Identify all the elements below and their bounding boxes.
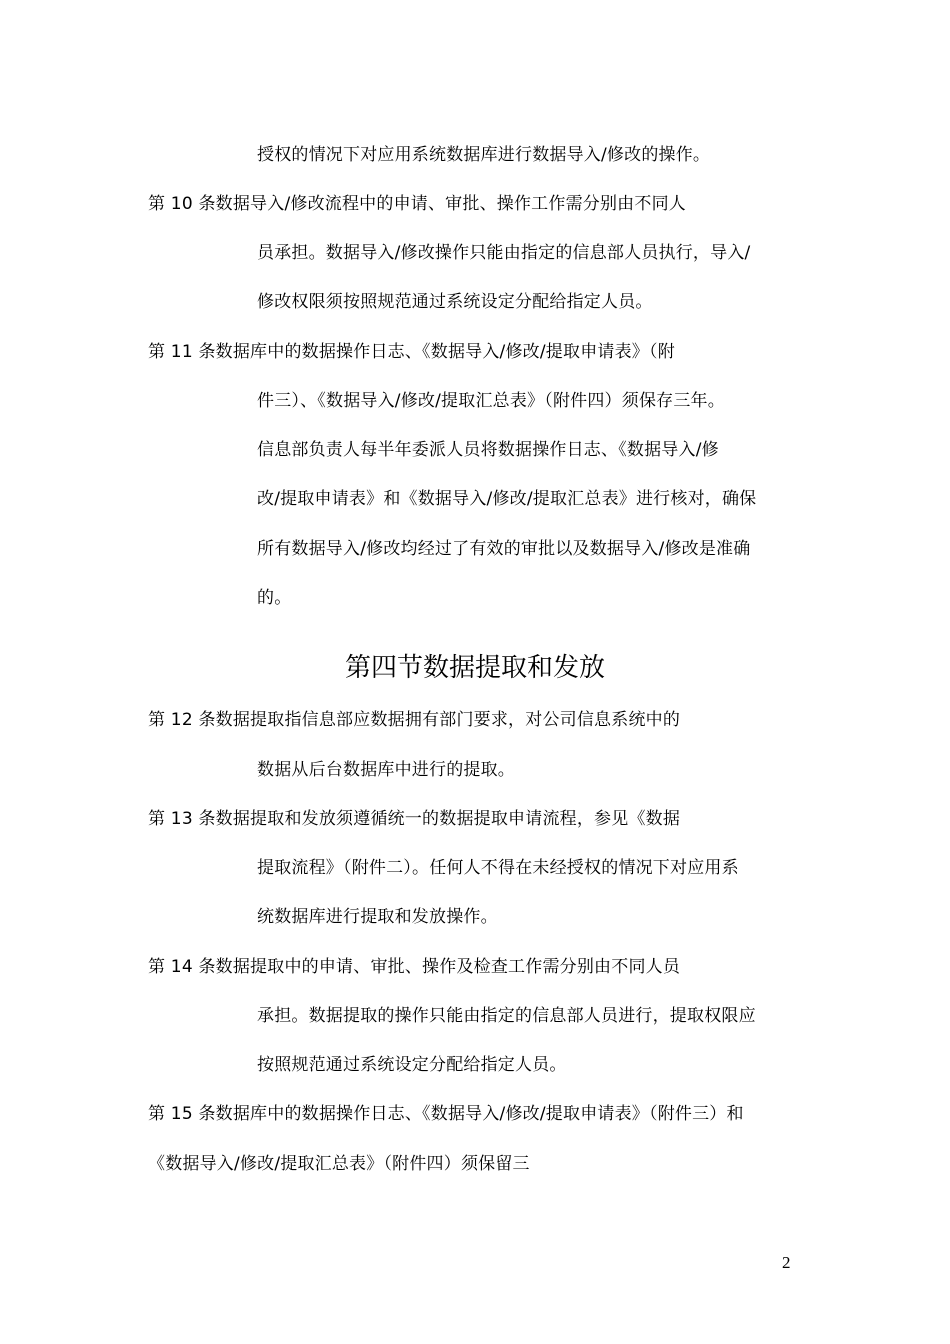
paragraph-line: 件三）、《数据导入/修改/提取汇总表》（附件四）须保存三年。 xyxy=(257,391,725,411)
article-13-line: 第 13 条数据提取和发放须遵循统一的数据提取申请流程，参见《数据 xyxy=(148,809,681,829)
paragraph-line: 授权的情况下对应用系统数据库进行数据导入/修改的操作。 xyxy=(257,145,711,165)
paragraph-line: 信息部负责人每半年委派人员将数据操作日志、《数据导入/修 xyxy=(257,440,719,460)
page-number: 2 xyxy=(782,1253,791,1272)
paragraph-line: 的。 xyxy=(257,588,292,608)
paragraph-line: 承担。数据提取的操作只能由指定的信息部人员进行，提取权限应 xyxy=(257,1006,756,1026)
article-15-line: 第 15 条数据库中的数据操作日志、《数据导入/修改/提取申请表》（附件三）和 xyxy=(148,1104,744,1124)
article-14-line: 第 14 条数据提取中的申请、审批、操作及检查工作需分别由不同人员 xyxy=(148,957,681,977)
paragraph-line: 按照规范通过系统设定分配给指定人员。 xyxy=(257,1055,567,1075)
paragraph-line: 改/提取申请表》和《数据导入/修改/提取汇总表》进行核对，确保 xyxy=(257,489,757,509)
paragraph-line: 所有数据导入/修改均经过了有效的审批以及数据导入/修改是准确 xyxy=(257,539,751,559)
paragraph-line: 数据从后台数据库中进行的提取。 xyxy=(257,760,515,780)
paragraph-line: 修改权限须按照规范通过系统设定分配给指定人员。 xyxy=(257,292,653,312)
section-heading: 第四节数据提取和发放 xyxy=(344,653,605,683)
article-11-line: 第 11 条数据库中的数据操作日志、《数据导入/修改/提取申请表》（附 xyxy=(148,342,675,362)
paragraph-line: 统数据库进行提取和发放操作。 xyxy=(257,907,498,927)
article-10-line: 第 10 条数据导入/修改流程中的申请、审批、操作工作需分别由不同人 xyxy=(148,194,686,214)
paragraph-line: 员承担。数据导入/修改操作只能由指定的信息部人员执行，导入/ xyxy=(257,243,751,263)
paragraph-line: 《数据导入/修改/提取汇总表》（附件四）须保留三 xyxy=(148,1154,530,1174)
article-12-line: 第 12 条数据提取指信息部应数据拥有部门要求，对公司信息系统中的 xyxy=(148,710,681,730)
paragraph-line: 提取流程》（附件二）。任何人不得在未经授权的情况下对应用系 xyxy=(257,858,739,878)
